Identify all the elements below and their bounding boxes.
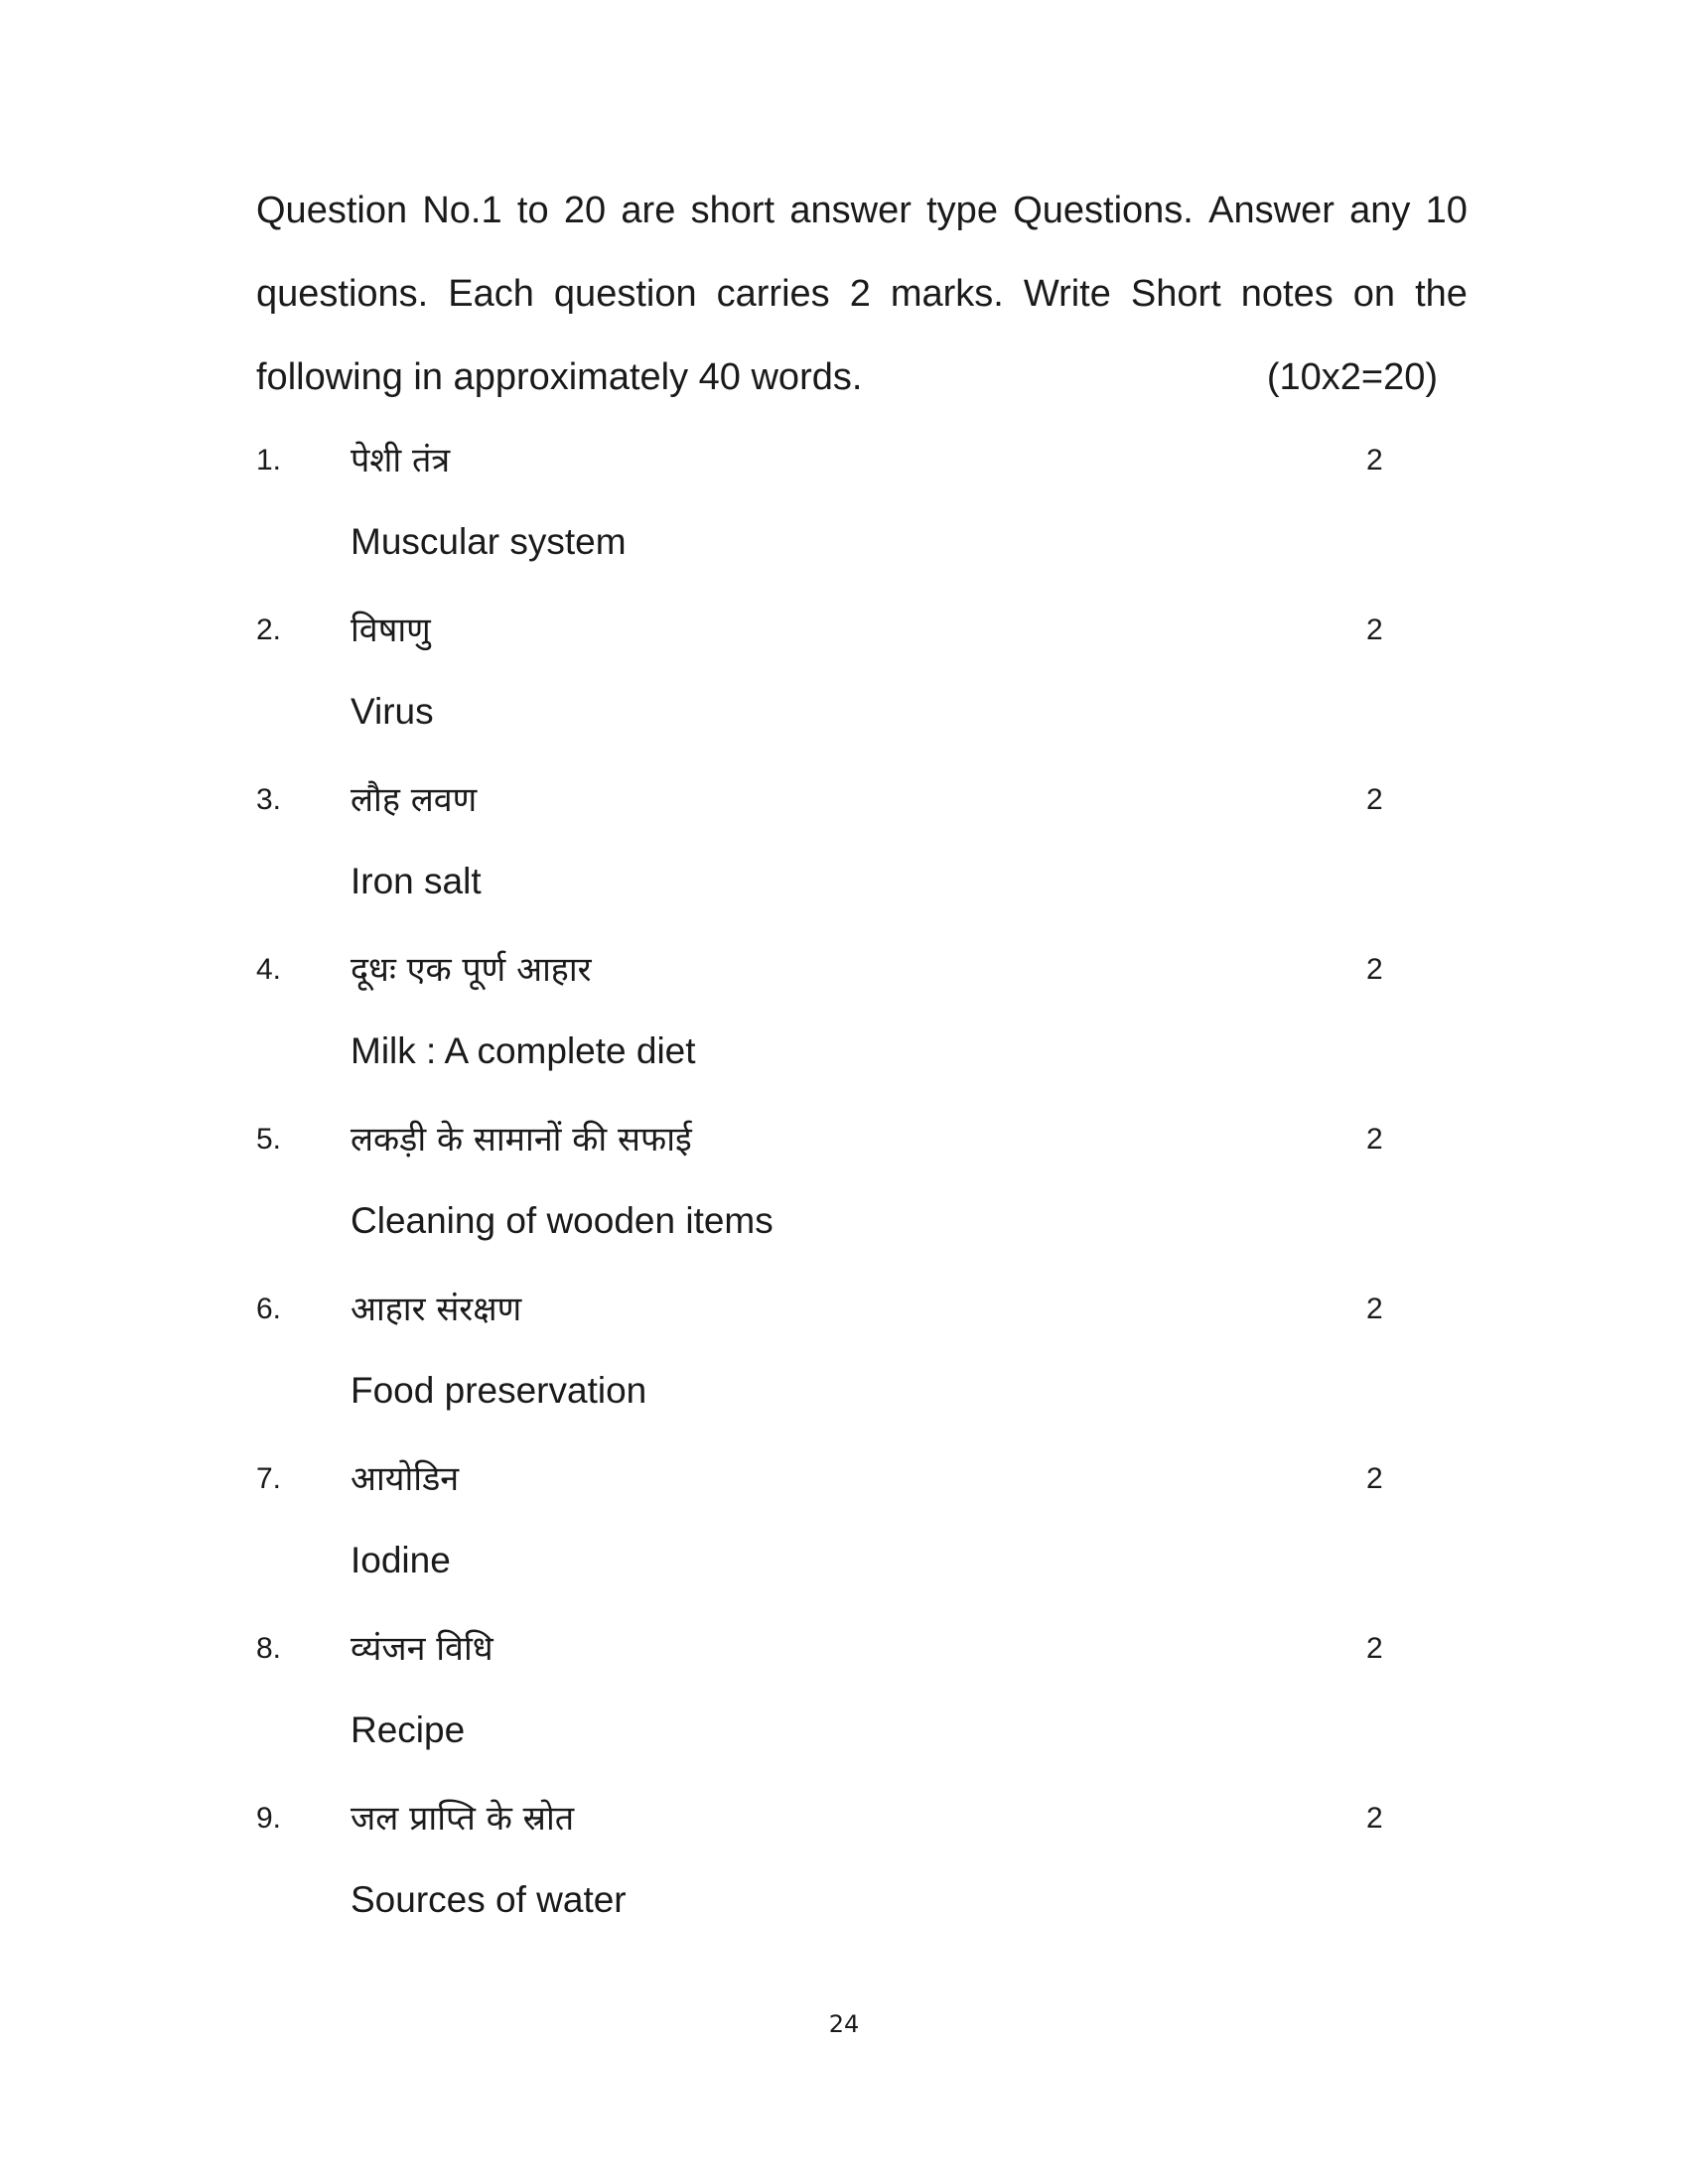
instr-word: carries (716, 273, 830, 315)
question-marks: 2 (1366, 783, 1383, 816)
question-number: 5. (256, 1123, 282, 1156)
question-item (256, 931, 1448, 1101)
question-item (256, 1271, 1448, 1440)
page-number: 24 (828, 2010, 860, 2038)
question-marks: 2 (1366, 614, 1383, 646)
question-item (256, 1101, 1448, 1271)
question-item (256, 422, 1448, 592)
question-english: Cleaning of wooden items (351, 1200, 774, 1241)
instructions-paragraph (256, 169, 1468, 419)
instr-word: type (926, 190, 998, 231)
question-english: Recipe (351, 1709, 466, 1750)
instr-word: to (516, 190, 549, 231)
question-hindi: आयोडिन (351, 1459, 460, 1499)
question-number: 1. (256, 444, 282, 477)
question-number: 3. (256, 783, 282, 816)
instr-word: on (1352, 273, 1396, 315)
instr-word: Answer (1208, 190, 1335, 231)
question-english: Milk : A complete diet (351, 1030, 696, 1071)
instr-word: Questions. (1013, 190, 1194, 231)
question-hindi: लौह लवण (351, 780, 478, 820)
instr-word: 20 (563, 190, 607, 231)
instr-word: questions. (256, 273, 429, 315)
instructions-line-3 (256, 336, 1438, 419)
question-marks: 2 (1366, 1293, 1383, 1325)
question-hindi: दूधः एक पूर्ण आहार (351, 950, 592, 990)
instr-word: Short (1130, 273, 1221, 315)
question-hindi: पेशी तंत्र (351, 441, 451, 480)
question-item (256, 592, 1448, 761)
question-marks: 2 (1366, 1802, 1383, 1835)
instr-word: notes (1240, 273, 1334, 315)
question-marks: 2 (1366, 1632, 1383, 1665)
instr-word: No.1 (422, 190, 502, 231)
question-number: 7. (256, 1462, 282, 1495)
instr-word: are (621, 190, 676, 231)
instr-word: 10 (1425, 190, 1468, 231)
question-english: Iodine (351, 1540, 451, 1580)
question-number: 6. (256, 1293, 282, 1325)
question-hindi: लकड़ी के सामानों की सफाई (351, 1120, 692, 1160)
question-item (256, 761, 1448, 931)
question-hindi: जल प्राप्ति के स्रोत (351, 1799, 575, 1839)
question-item (256, 1440, 1448, 1610)
question-number: 8. (256, 1632, 282, 1665)
question-number: 2. (256, 614, 282, 646)
instr-word: Each (448, 273, 534, 315)
instr-word: Question (256, 190, 408, 231)
instr-word: any (1349, 190, 1411, 231)
question-english: Muscular system (351, 521, 627, 562)
question-item (256, 1780, 1448, 1950)
total-marks: (10x2=20) (1266, 356, 1438, 398)
instr-word: marks. (890, 273, 1004, 315)
question-item (256, 1610, 1448, 1780)
question-english: Sources of water (351, 1879, 627, 1920)
instr-word: question (553, 273, 697, 315)
instructions-tail-text: following in approximately 40 words. (256, 356, 863, 398)
question-hindi: आहार संरक्षण (351, 1290, 522, 1329)
question-hindi: व्यंजन विधि (351, 1629, 493, 1669)
question-marks: 2 (1366, 1123, 1383, 1156)
instr-word: Write (1023, 273, 1111, 315)
instr-word: the (1415, 273, 1468, 315)
question-english: Virus (351, 691, 434, 732)
question-marks: 2 (1366, 953, 1383, 986)
instructions-line-1 (256, 169, 1468, 252)
instr-word: short (690, 190, 775, 231)
instr-word: answer (789, 190, 912, 231)
question-hindi: विषाणु (351, 611, 431, 650)
question-number: 4. (256, 953, 282, 986)
question-marks: 2 (1366, 1462, 1383, 1495)
instr-word: 2 (849, 273, 871, 315)
question-number: 9. (256, 1802, 282, 1835)
question-list (256, 422, 1448, 1950)
question-english: Food preservation (351, 1370, 647, 1411)
question-marks: 2 (1366, 444, 1383, 477)
question-english: Iron salt (351, 861, 482, 901)
instructions-line-2 (256, 252, 1468, 336)
